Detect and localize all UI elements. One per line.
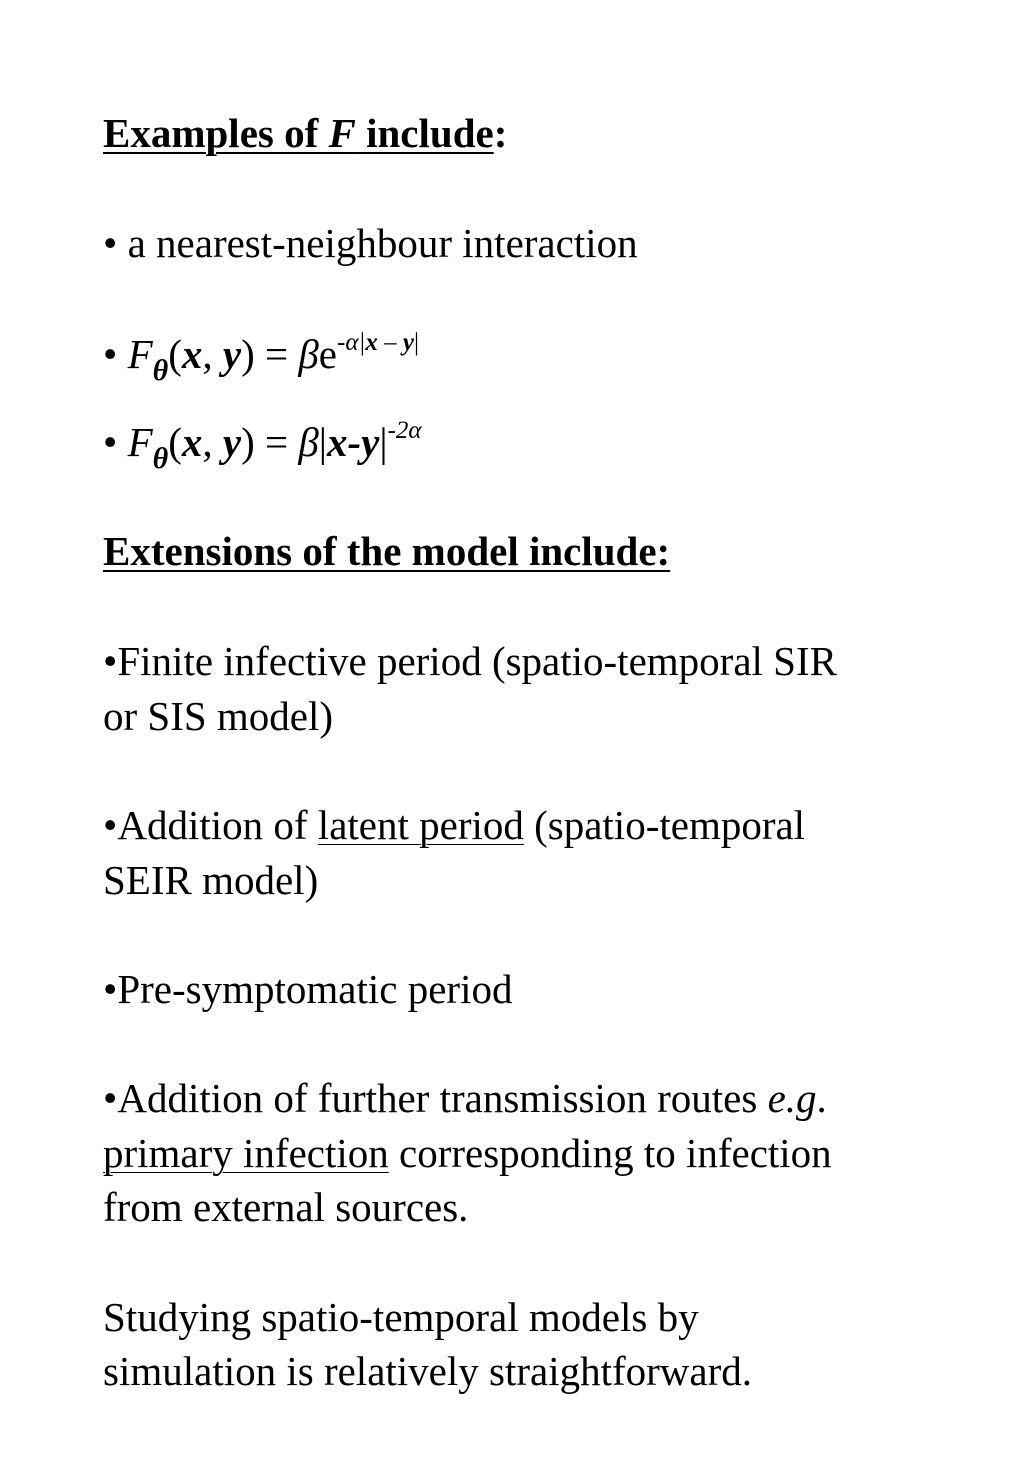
extension-item-latent-period-line1 bbox=[103, 798, 805, 852]
formula-minus: - bbox=[347, 419, 362, 465]
latent-period-term: latent period bbox=[317, 802, 524, 848]
formula-beta: β bbox=[298, 331, 319, 377]
examples-heading-suffix: include bbox=[355, 110, 494, 156]
formula-open-paren: ( bbox=[168, 331, 182, 377]
formula-x: x bbox=[181, 331, 203, 377]
extension-item-latent-period-line2 bbox=[103, 853, 318, 907]
examples-heading-var: F bbox=[328, 110, 356, 156]
exponent-bar: | bbox=[413, 329, 419, 356]
extension-item-text: corresponding to infection bbox=[388, 1130, 832, 1176]
formula-open-paren: ( bbox=[168, 419, 182, 465]
exponent-minus: – bbox=[377, 329, 403, 356]
closing-text: Studying spatio-temporal models by bbox=[103, 1294, 699, 1340]
bullet-icon: • bbox=[103, 331, 128, 377]
closing-text: simulation is relatively straightforward. bbox=[103, 1348, 753, 1394]
formula-comma: , bbox=[202, 331, 223, 377]
extension-item-text: or SIS model) bbox=[103, 693, 334, 739]
formula-y: y bbox=[222, 331, 242, 377]
extensions-heading-text: Extensions of the model include: bbox=[103, 528, 671, 574]
formula-abs-bar-open: | bbox=[318, 419, 328, 465]
formula-e: e bbox=[318, 331, 337, 377]
examples-heading-text bbox=[103, 110, 494, 156]
examples-heading bbox=[103, 106, 507, 160]
extension-item-finite-infective-line2 bbox=[103, 689, 333, 743]
formula-x2: x bbox=[327, 419, 348, 465]
eg-abbreviation: e.g bbox=[767, 1075, 817, 1121]
formula-beta: β bbox=[298, 419, 319, 465]
extension-item-text: •Pre-symptomatic period bbox=[103, 966, 513, 1012]
formula-abs-bar-close: | bbox=[379, 419, 388, 465]
bullet-icon: • bbox=[103, 419, 128, 465]
extensions-heading bbox=[103, 524, 670, 578]
extension-item-text: •Finite infective period (spatio-temporal SIR bbox=[103, 638, 837, 684]
extension-item-text: •Addition of further transmission routes bbox=[103, 1075, 768, 1121]
example-item-nearest-neighbour bbox=[103, 216, 638, 270]
extension-item-text: (spatio-temporal bbox=[523, 802, 806, 848]
closing-paragraph-line2 bbox=[103, 1344, 752, 1398]
formula-x: x bbox=[181, 419, 203, 465]
extension-item-text: •Addition of bbox=[103, 802, 318, 848]
exponent-x: x bbox=[365, 329, 378, 356]
example-item-exponential-kernel bbox=[103, 327, 419, 388]
example-item-text: a nearest-neighbour interaction bbox=[127, 220, 638, 266]
examples-heading-colon: : bbox=[493, 110, 508, 156]
extension-item-transmission-routes-line3 bbox=[103, 1180, 468, 1234]
formula-exponent bbox=[337, 329, 419, 356]
extension-item-transmission-routes-line2 bbox=[103, 1126, 832, 1180]
formula-comma: , bbox=[202, 419, 223, 465]
primary-infection-term: primary infection bbox=[103, 1130, 389, 1176]
bullet-icon: • bbox=[103, 220, 128, 266]
formula-y2: y bbox=[361, 419, 380, 465]
extension-item-text: SEIR model) bbox=[103, 857, 319, 903]
exponent-alpha: -α| bbox=[337, 329, 366, 356]
extension-item-text: from external sources. bbox=[103, 1184, 469, 1230]
formula-power-exponent: -2α bbox=[387, 417, 422, 444]
example-item-power-law-kernel bbox=[103, 415, 422, 476]
formula-close-equals: ) = bbox=[241, 419, 299, 465]
extension-item-transmission-routes-line1 bbox=[103, 1071, 827, 1125]
exponent-y: y bbox=[402, 329, 414, 356]
formula-close-equals: ) = bbox=[241, 331, 299, 377]
formula-f: F bbox=[127, 419, 153, 465]
formula-f: F bbox=[127, 331, 153, 377]
examples-heading-prefix: Examples of bbox=[103, 110, 329, 156]
formula-y: y bbox=[222, 419, 242, 465]
closing-paragraph-line1 bbox=[103, 1290, 699, 1344]
extension-item-pre-symptomatic bbox=[103, 962, 512, 1016]
formula-theta-subscript: θ bbox=[152, 442, 169, 475]
extension-item-finite-infective-line1 bbox=[103, 634, 837, 688]
formula-theta-subscript: θ bbox=[152, 354, 169, 387]
extension-item-text: . bbox=[816, 1075, 827, 1121]
